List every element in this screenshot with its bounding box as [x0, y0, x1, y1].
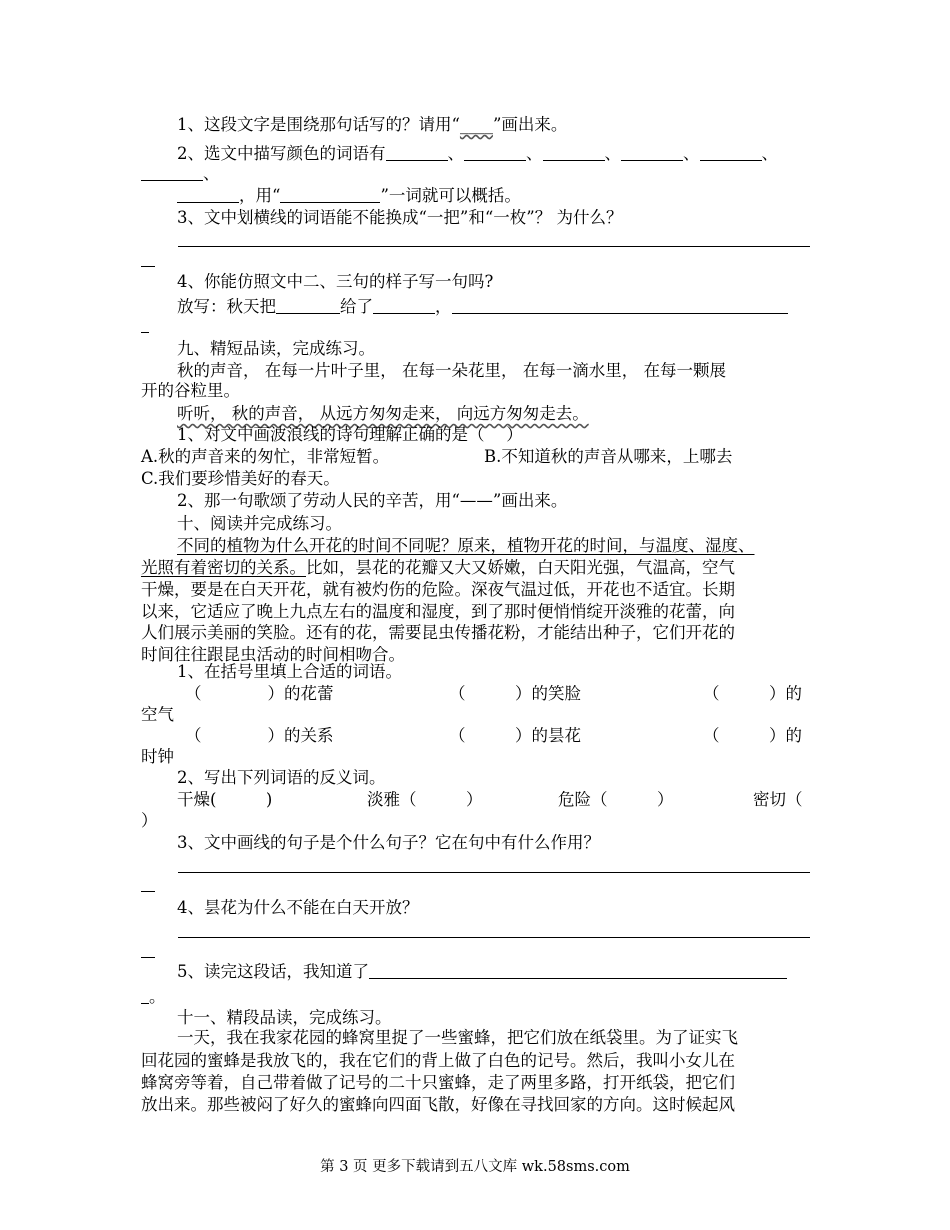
fill-wrap: 时钟	[141, 747, 174, 766]
option-a[interactable]: A.秋的声音来的匆忙，非常短暂。	[141, 447, 390, 466]
option-b[interactable]: B.不知道秋的声音从哪来，上哪去	[484, 447, 733, 466]
answer-line[interactable]	[178, 872, 810, 873]
passage-line: 以来，它适应了晚上九点左右的温度和湿度，到了那时便悄悄绽开淡雅的花蕾，向	[141, 602, 735, 621]
section-9-q1: 1、对文中画波浪线的诗句理解正确的是（ ）	[177, 425, 523, 444]
passage-line: 一天，我在我家花园的蜂窝里捉了一些蜜蜂，把它们放在纸袋里。为了证实飞	[177, 1028, 738, 1047]
options-row	[141, 446, 811, 468]
passage-line: 不同的植物为什么开花的时间不同呢？原来，植物开花的时间，与温度、湿度、	[177, 536, 755, 555]
antonym-row	[141, 789, 811, 811]
fill-blank[interactable]: （ ）的花蕾	[185, 684, 334, 703]
passage-line: 蜂窝旁等着，自己带着做了记号的二十只蜜蜂，走了两里多路，打开纸袋，把它们	[141, 1073, 735, 1092]
passage-line: 光照有着密切的关系。比如，昙花的花瓣又大又娇嫩，白天阳光强，气温高，空气	[141, 558, 735, 577]
answer-line-end	[141, 266, 155, 267]
fill-blank[interactable]: （ ）的	[703, 726, 802, 745]
antonym-blank[interactable]: 密切（	[753, 790, 803, 809]
question-2: 2、选文中描写颜色的词语有 、 、 、 、 、	[177, 144, 778, 163]
page-footer: 第 3 页 更多下载请到五八文库 wk.58sms.com	[320, 1159, 630, 1175]
antonym-blank[interactable]: 危险（ ）	[558, 790, 674, 809]
antonym-wrap: ）	[141, 811, 158, 830]
passage-line: 秋的声音， 在每一片叶子里， 在每一朵花里， 在每一滴水里， 在每一颗展	[177, 361, 726, 380]
question-2-summary: ，用“ ”一词就可以概括。	[141, 185, 847, 207]
fill-row-1	[141, 683, 811, 705]
section-9-q2: 2、那一句歌颂了劳动人民的辛苦，用“——”画出来。	[177, 491, 568, 510]
fill-blank[interactable]: （ ）的笑脸	[449, 684, 581, 703]
passage-line: 人们展示美丽的笑脸。还有的花，需要昆虫传播花粉，才能结出种子，它们开花的	[141, 623, 735, 642]
question-3: 3、文中划横线的词语能不能换成“一把”和“一枚”？ 为什么？	[177, 208, 623, 227]
question-1: 1、这段文字是围绕那句话写的？请用“____”画出来。	[177, 115, 568, 134]
antonym-blank[interactable]: 干燥( )	[177, 790, 273, 809]
passage-line-wavy: 听听， 秋的声音， 从远方匆匆走来， 向远方匆匆走去。	[177, 404, 589, 423]
section-9-title: 九、精短品读，完成练习。	[177, 339, 375, 358]
passage-line: 干燥，要是在白天开花，就有被灼伤的危险。深夜气温过低，开花也不适宜。长期	[141, 580, 735, 599]
fill-blank[interactable]: （ ）的	[703, 684, 802, 703]
section-10-q5: 5、读完这段话，我知道了	[141, 961, 847, 983]
question-4: 4、你能仿照文中二、三句的样子写一句吗?	[177, 272, 494, 291]
fill-blank[interactable]: （ ）的昙花	[449, 726, 581, 745]
answer-line-end	[141, 891, 155, 892]
section-10-title: 十、阅读并完成练习。	[177, 514, 342, 533]
fill-row-2	[141, 725, 811, 747]
question-4-imitate: 放写：秋天把 给了 ，	[141, 296, 847, 318]
section-11-title: 十一、精段品读，完成练习。	[177, 1008, 392, 1027]
answer-line[interactable]	[178, 246, 810, 247]
section-10-q2: 2、写出下列词语的反义词。	[177, 768, 386, 787]
passage-line: 时间往往跟昆虫活动的时间相吻合。	[141, 645, 405, 664]
fill-wrap: 空气	[141, 705, 174, 724]
fill-blank[interactable]: （ ）的关系	[185, 726, 334, 745]
section-10-q3: 3、文中画线的句子是个什么句子？它在句中有什么作用？	[177, 833, 600, 852]
answer-line-end: 。	[141, 986, 811, 1008]
answer-line-end	[141, 957, 155, 958]
section-10-q1: 1、在括号里填上合适的词语。	[177, 662, 402, 681]
section-10-q4: 4、昙花为什么不能在白天开放？	[177, 898, 419, 917]
answer-line[interactable]	[178, 937, 810, 938]
passage-line: 回花园的蜜蜂是我放飞的，我在它们的背上做了白色的记号。然后，我叫小女儿在	[141, 1051, 735, 1070]
passage-line: 开的谷粒里。	[141, 381, 240, 400]
passage-line: 放出来。那些被闷了好久的蜜蜂向四面飞散，好像在寻找回家的方向。这时候起风	[141, 1095, 735, 1114]
antonym-blank[interactable]: 淡雅（ ）	[367, 790, 483, 809]
option-c[interactable]: C.我们要珍惜美好的春天。	[141, 469, 340, 488]
question-2-wrap: 、	[141, 163, 811, 185]
answer-line-end	[141, 332, 149, 333]
